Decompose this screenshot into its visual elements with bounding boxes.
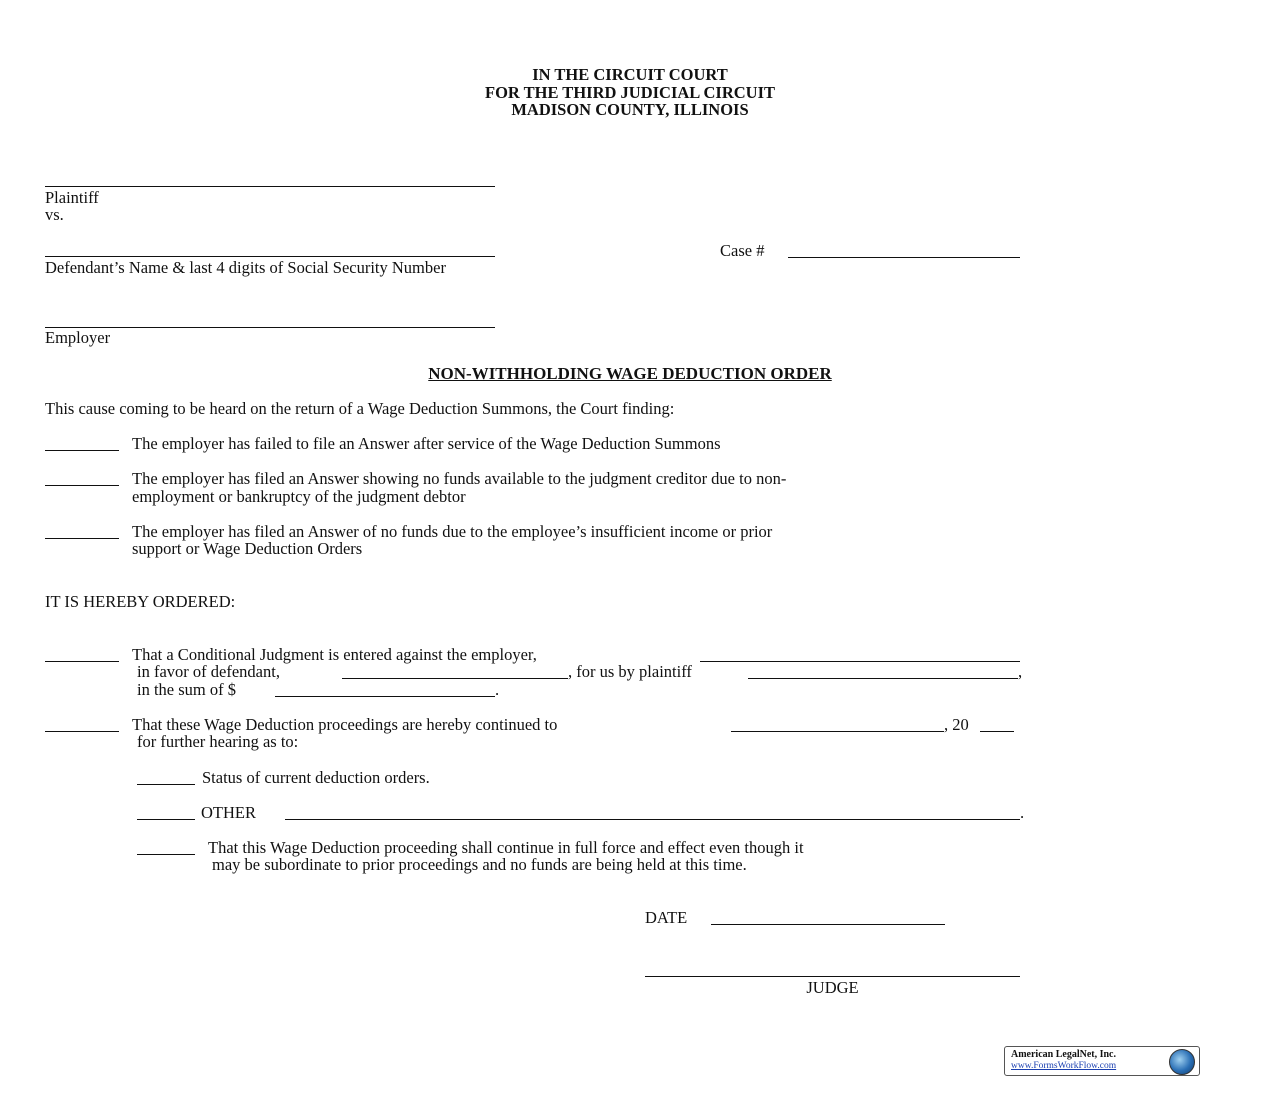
ordered-heading: IT IS HEREBY ORDERED: — [45, 592, 236, 611]
logo-url-link[interactable]: www.FormsWorkFlow.com — [1011, 1061, 1117, 1071]
logo-brand-text: American LegalNet, Inc. — [1011, 1049, 1116, 1060]
circuit-name: FOR THE THIRD JUDICIAL CIRCUIT — [484, 83, 776, 102]
continuance-hearing-text: for further hearing as to: — [137, 732, 299, 751]
plaintiff-use-line[interactable] — [748, 678, 1018, 679]
case-number-line[interactable] — [788, 257, 1020, 258]
employer-label: Employer — [45, 328, 111, 347]
defendant-label: Defendant’s Name & last 4 digits of Social Security Number — [45, 258, 446, 277]
continuance-date-line[interactable] — [731, 731, 944, 732]
globe-icon — [1169, 1049, 1195, 1075]
judgment-blank[interactable] — [45, 661, 119, 662]
employer-name-line[interactable] — [700, 661, 1020, 662]
finding-1-text: The employer has failed to file an Answer after service of the Wage Deduction Summons — [132, 434, 721, 453]
continuance-year-prefix: , 20 — [944, 715, 969, 734]
judgment-text: That a Conditional Judgment is entered against the employer, — [132, 645, 537, 664]
defendant-line[interactable] — [45, 256, 495, 257]
date-line[interactable] — [711, 924, 945, 925]
american-legalnet-logo[interactable] — [1004, 1046, 1200, 1076]
county-name: MADISON COUNTY, ILLINOIS — [511, 100, 749, 119]
continuance-blank[interactable] — [45, 731, 119, 732]
finding-1-blank[interactable] — [45, 450, 119, 451]
force-blank[interactable] — [137, 854, 195, 855]
force-option-text: That this Wage Deduction proceeding shall continue in full force and effect even though it — [208, 838, 804, 857]
other-option-end: . — [1020, 803, 1025, 822]
sum-amount-line[interactable] — [275, 696, 495, 697]
defendant-favor-line[interactable] — [342, 678, 568, 679]
finding-3-text-cont: support or Wage Deduction Orders — [132, 539, 363, 558]
other-blank[interactable] — [137, 819, 195, 820]
court-name: IN THE CIRCUIT COURT — [532, 65, 728, 84]
case-label: Case # — [720, 241, 765, 260]
judgment-plaintiff-text: , for us by plaintiff — [568, 662, 692, 681]
plaintiff-line[interactable] — [45, 186, 495, 187]
intro-text: This cause coming to be heard on the return of a Wage Deduction Summons, the Court finding: — [45, 399, 675, 418]
other-description-line[interactable] — [285, 819, 1020, 820]
continuance-year-line[interactable] — [980, 731, 1014, 732]
finding-3-blank[interactable] — [45, 538, 119, 539]
judgment-sum-text: in the sum of $ — [137, 680, 236, 699]
plaintiff-label: Plaintiff — [45, 188, 99, 207]
finding-2-blank[interactable] — [45, 485, 119, 486]
continuance-text: That these Wage Deduction proceedings are hereby continued to — [132, 715, 558, 734]
date-label: DATE — [645, 908, 688, 927]
judgment-sum-end: . — [495, 680, 500, 699]
finding-3-text: The employer has filed an Answer of no funds due to the employee’s insufficient income or prior — [132, 522, 773, 541]
other-option-label: OTHER — [201, 803, 256, 822]
employer-line[interactable] — [45, 327, 495, 328]
judge-label: JUDGE — [806, 978, 859, 997]
judgment-comma: , — [1018, 662, 1023, 681]
status-option-text: Status of current deduction orders. — [202, 768, 430, 787]
force-option-text-cont: may be subordinate to prior proceedings and no funds are being held at this time. — [212, 855, 747, 874]
finding-2-text-cont: employment or bankruptcy of the judgment debtor — [132, 487, 466, 506]
vs-label: vs. — [45, 205, 64, 224]
judge-signature-line[interactable] — [645, 976, 1020, 977]
order-title: NON-WITHHOLDING WAGE DEDUCTION ORDER — [428, 364, 832, 383]
finding-2-text: The employer has filed an Answer showing no funds available to the judgment creditor due to non- — [132, 469, 787, 488]
status-blank[interactable] — [137, 784, 195, 785]
judgment-favor-text: in favor of defendant, — [137, 662, 280, 681]
